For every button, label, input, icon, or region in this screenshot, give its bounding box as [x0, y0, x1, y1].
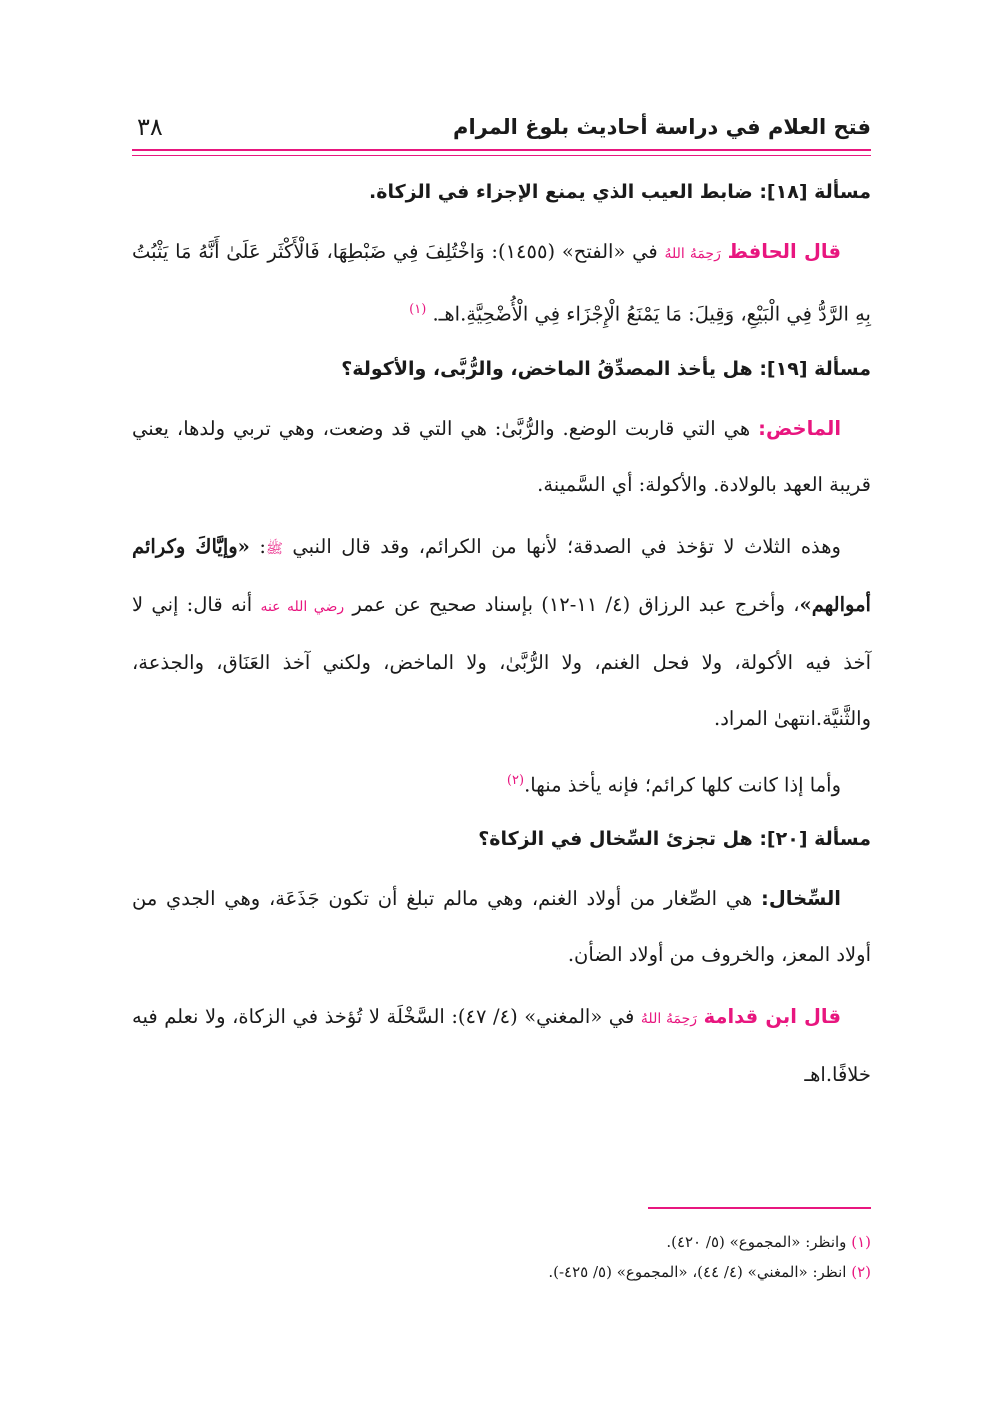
- paragraph-text: وأما إذا كانت كلها كرائم؛ فإنه يأخذ منها.: [524, 773, 841, 796]
- header-rule-thick: [132, 149, 871, 151]
- running-header: [132, 115, 871, 145]
- paragraph-lead: الماخض:: [758, 416, 841, 440]
- paragraph-text: :: [259, 534, 266, 558]
- footnote-ref-1[interactable]: (١): [409, 302, 427, 317]
- paragraph-text: وهذه الثلاث لا تؤخذ في الصدقة؛ لأنها من الكرائم، وقد قال النبي: [292, 534, 841, 558]
- paragraph-19-2: [132, 519, 871, 747]
- section-heading-20: مسألة [٢٠]: هل تجزئ السِّخال في الزكاة؟: [478, 828, 871, 850]
- page-number: ٣٨: [137, 113, 163, 141]
- paragraph-lead: قال الحافظ: [727, 240, 841, 263]
- footnote-2: [132, 1257, 871, 1287]
- book-title: فتح العلام في دراسة أحاديث بلوغ المرام: [453, 115, 871, 139]
- paragraph-19-1: [132, 401, 871, 513]
- paragraph-text: هي التي قاربت الوضع. والرُّبَّىٰ: هي التي قد وضعت، وهي تربي ولدها، يعني قريبة العهد بالولادة. والأكولة: أي السَّمينة.: [132, 416, 871, 496]
- header-rule-thin: [132, 155, 871, 156]
- honorific: رضي الله عنه: [260, 598, 345, 615]
- paragraph-20-1: [132, 871, 871, 983]
- footnote-number: (٢): [851, 1263, 871, 1281]
- honorific: رَحِمَهُ اللهُ: [664, 246, 721, 262]
- footnote-ref-2[interactable]: (٢): [506, 772, 525, 788]
- paragraph-text: في «الفتح» (١٤٥٥): وَاخْتُلِفَ فِي ضَبْطِهَا، فَالْأَكْثَر عَلَىٰ أَنَّهُ مَا يَثْبُتُ بِهِ الرَّدُّ فِي الْبَيْعِ، وَقِيلَ: مَا يَمْنَعُ الْإِجْزَاء فِي الْأُضْحِيَّةِ.اهـ.: [132, 240, 871, 326]
- section-heading-19: مسألة [١٩]: هل يأخذ المصدِّقُ الماخض، والرُّبَّى، والأكولة؟: [341, 357, 871, 380]
- paragraph-18-1: [132, 224, 871, 343]
- honorific: ﷺ: [265, 540, 283, 557]
- paragraph-text: أنه قال: إني لا آخذ فيه الأكولة، ولا فحل الغنم، ولا الرُّبَّىٰ، ولا الماخض، ولكني آخذ العَنَاق، والجذعة، والثَّنيَّة.انتهىٰ المراد.: [132, 592, 871, 730]
- section-heading-18: مسألة [١٨]: ضابط العيب الذي يمنع الإجزاء في الزكاة.: [369, 181, 871, 203]
- paragraph-text: ، وأخرج عبد الرزاق (٤/ ١١-١٢) بإسناد صحيح عن عمر: [352, 592, 800, 616]
- paragraph-text: هي الصِّغار من أولاد الغنم، وهي مالم تبلغ أن تكون جَذَعَة، وهي الجدي من أولاد المعز، والخروف من أولاد الضأن.: [132, 887, 871, 966]
- paragraph-text: في «المغني» (٤/ ٤٧): السَّخْلَة لا تُؤخذ في الزكاة، ولا نعلم فيه خلافًا.اهـ: [132, 1005, 871, 1086]
- paragraph-lead: قال ابن قدامة: [703, 1005, 842, 1028]
- footnote-text: وانظر: «المجموع» (٥/ ٤٢٠).: [666, 1233, 847, 1251]
- footnote-1: [132, 1227, 871, 1257]
- hadith-quote: «وإيَّاكَ وكرائم أموالهم»: [132, 534, 871, 616]
- honorific: رَحِمَهُ اللهُ: [640, 1011, 698, 1027]
- footnote-number: (١): [851, 1233, 871, 1251]
- footnote-text: انظر: «المغني» (٤/ ٤٤)، «المجموع» (٥/ ٤٢٥-).: [548, 1263, 847, 1281]
- paragraph-19-3: [132, 753, 871, 814]
- paragraph-lead: السِّخال:: [761, 887, 841, 910]
- footnote-separator: [648, 1207, 871, 1209]
- paragraph-20-2: [132, 989, 871, 1103]
- footnotes: [132, 1227, 871, 1287]
- page-content: [132, 172, 871, 1109]
